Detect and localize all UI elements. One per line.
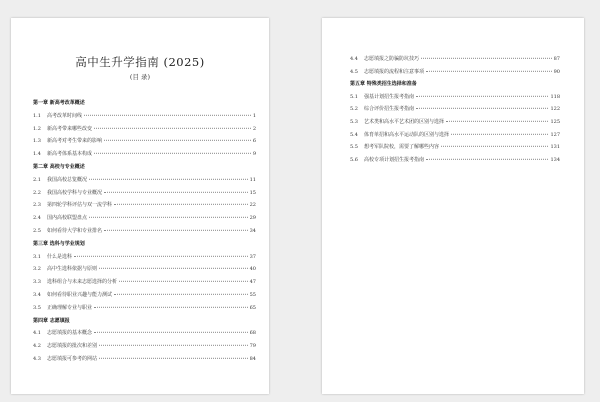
toc-page-number: 87	[553, 56, 560, 62]
toc-leader-dots	[114, 294, 248, 295]
toc-chapter-heading	[33, 164, 256, 171]
toc-leader-dots	[104, 191, 248, 192]
toc-entry	[350, 157, 560, 164]
toc-entry-number: 3.2	[33, 266, 41, 273]
toc-leader-dots	[451, 133, 548, 134]
toc-entry-number: 1.3	[33, 138, 41, 145]
toc-entry-title: 艺术类和高水平艺术团的区别与选择	[363, 119, 444, 125]
toc-page-number: 127	[550, 131, 560, 138]
toc-entry-number: 2.5	[33, 228, 41, 234]
toc-entry-number: 5.5	[350, 144, 358, 151]
toc-page-number: 79	[249, 343, 256, 350]
toc-entry	[350, 106, 560, 113]
toc-entry-title: 志愿填报之防骗防坑技巧	[363, 56, 419, 62]
toc-entry-title: 新高考对考生带来的影响	[46, 138, 102, 145]
toc-chapter-heading	[350, 81, 560, 88]
toc-entry-title: 正确理解专业与职业	[46, 304, 92, 311]
toc-page-number: 84	[249, 356, 256, 362]
document-page-left	[11, 18, 269, 394]
toc-entry-title: 如何看待大学和专业排名	[46, 228, 102, 234]
toc-chapter-title: 第一章 新高考改革概述	[33, 100, 85, 106]
toc-chapter-title: 第四章 志愿填报	[33, 317, 70, 324]
toc-page-number: 65	[249, 304, 256, 311]
toc-entry-number: 1.4	[33, 151, 41, 158]
toc-page-number: 55	[249, 292, 256, 298]
toc-entry-number: 5.3	[350, 119, 358, 125]
toc-chapter-heading	[33, 318, 256, 325]
toc-entry	[350, 56, 560, 63]
toc-entry	[33, 343, 256, 350]
toc-page-number: 47	[249, 279, 256, 286]
toc-entry-number: 3.5	[33, 304, 41, 311]
toc-entry	[33, 151, 256, 158]
toc-entry-number: 4.4	[350, 56, 358, 62]
toc-entry-number: 5.1	[350, 93, 358, 100]
toc-chapter-title: 第二章 高校与专业概述	[33, 164, 85, 170]
toc-page-number: 40	[249, 266, 256, 273]
toc-entry-number: 2.4	[33, 215, 41, 222]
toc-page-number: 37	[249, 253, 256, 260]
toc-entry-number: 2.2	[33, 189, 41, 196]
toc-entry	[33, 215, 256, 222]
toc-entry-title: 体育单招和高水平运动队的区别与选择	[363, 131, 449, 138]
toc-entry-title: 选科组合与未来志愿选择的分析	[46, 279, 117, 286]
toc-leader-dots	[104, 140, 251, 141]
toc-chapter-heading	[33, 100, 256, 107]
toc-entry	[33, 126, 256, 133]
toc-entry-number: 5.6	[350, 156, 358, 163]
toc-page-number: 22	[249, 202, 256, 209]
toc-page-number: 90	[553, 68, 560, 75]
toc-page-number: 29	[249, 215, 256, 222]
toc-page-number: 118	[550, 93, 560, 100]
toc-leader-dots	[84, 115, 251, 116]
toc-entry-title: 综合评价招生报考指南	[363, 106, 414, 113]
toc-entry-number: 3.4	[33, 292, 41, 298]
toc-leader-dots	[94, 127, 251, 128]
toc-entry-number: 2.3	[33, 202, 41, 209]
toc-entry-title: 高校专项计划招生报考指南	[363, 156, 424, 163]
toc-chapter-title: 第三章 选科与学业规划	[33, 240, 85, 247]
toc-entry-title: 志愿填报的流程和注意事项	[363, 68, 424, 75]
toc-entry-title: 高考改革时间线	[46, 112, 82, 119]
toc-entry-title: 想考军队院校，需要了解哪些内容	[363, 144, 439, 151]
toc-leader-dots	[416, 96, 548, 97]
toc-entry	[33, 228, 256, 235]
toc-entry	[33, 113, 256, 120]
toc-entry	[33, 279, 256, 286]
toc-page-number: 122	[550, 106, 560, 113]
toc-page-number: 6	[252, 138, 256, 145]
toc-entry	[33, 190, 256, 197]
toc-entry-title: 我国高校学科与专业概况	[46, 189, 102, 196]
toc-leader-dots	[104, 230, 248, 231]
toc-leader-dots	[89, 217, 248, 218]
toc-leader-dots	[94, 307, 248, 308]
toc-leader-dots	[99, 268, 248, 269]
toc-entry	[33, 292, 256, 299]
toc-entry-title: 志愿填报的批次和差别	[46, 343, 97, 350]
toc-leader-dots	[446, 121, 548, 122]
toc-leader-dots	[74, 255, 248, 256]
toc-leader-dots	[426, 70, 552, 71]
toc-entry-number: 4.3	[33, 356, 41, 362]
toc-entry	[33, 202, 256, 209]
toc-entry-number: 5.4	[350, 131, 358, 138]
toc-leader-dots	[94, 153, 251, 154]
toc-page-number: 34	[249, 228, 256, 234]
toc-entry	[33, 177, 256, 184]
toc-page-number: 125	[550, 119, 560, 125]
toc-leader-dots	[426, 159, 548, 160]
toc-entry-title: 我国高校总览概况	[46, 176, 87, 183]
toc-page-number: 9	[252, 151, 256, 158]
toc-entry-title: 新高考体系基本构成	[46, 151, 92, 158]
toc-entry-number: 1.1	[33, 112, 41, 119]
toc-entry-title: 国内高校联盟盘点	[46, 215, 87, 222]
toc-entry-title: 第四轮学科评估与双一流学科	[46, 202, 112, 209]
toc-entry-title: 志愿填报可参考的网站	[46, 356, 97, 362]
toc-entry	[350, 94, 560, 101]
toc-page-number: 134	[550, 156, 560, 163]
toc-entry	[350, 119, 560, 126]
toc-entry	[350, 69, 560, 76]
toc-entry-number: 4.5	[350, 68, 358, 75]
toc-entry	[350, 132, 560, 139]
toc-entry-title: 强基计划招生报考指南	[363, 93, 414, 100]
toc-entry-title: 新高考带来哪些改变	[46, 125, 92, 132]
toc-leader-dots	[421, 58, 552, 59]
toc-entry-title: 什么是选科	[46, 253, 72, 260]
toc-leader-dots	[99, 358, 248, 359]
toc-entry	[33, 330, 256, 337]
toc-page-number: 15	[249, 189, 256, 196]
toc-chapter-heading	[33, 241, 256, 248]
toc-page-number: 11	[249, 176, 256, 183]
toc-entry	[33, 305, 256, 312]
toc-entry-number: 3.3	[33, 279, 41, 286]
toc-page-number: 2	[252, 125, 256, 132]
toc-leader-dots	[114, 204, 248, 205]
toc-entry	[33, 356, 256, 363]
toc-entry	[33, 254, 256, 261]
toc-chapter-title: 第五章 特殊类招生选择和准备	[350, 81, 417, 88]
toc-entry-title: 志愿填报的基本概念	[46, 330, 92, 337]
toc-leader-dots	[416, 108, 548, 109]
toc-entry-number: 5.2	[350, 106, 358, 113]
toc-entry	[33, 266, 256, 273]
toc-leader-dots	[99, 345, 248, 346]
toc-entry-number: 4.1	[33, 330, 41, 337]
toc-page-number: 68	[249, 330, 256, 337]
toc-entry-number: 3.1	[33, 253, 41, 260]
toc-leader-dots	[94, 332, 248, 333]
toc-leader-dots	[89, 179, 248, 180]
toc-entry	[350, 144, 560, 151]
document-title: 高中生升学指南 (2025)	[75, 55, 205, 69]
toc-entry-title: 如何看待职业兴趣与能力测试	[46, 292, 112, 298]
toc-entry	[33, 138, 256, 145]
toc-leader-dots	[119, 281, 248, 282]
toc-entry-title: 高中生选科依据与原则	[46, 266, 97, 273]
toc-page-number: 131	[550, 144, 560, 151]
toc-entry-number: 1.2	[33, 125, 41, 132]
toc-page-number: 1	[252, 112, 256, 119]
toc-leader-dots	[441, 146, 548, 147]
document-page-right	[322, 18, 584, 394]
toc-entry-number: 4.2	[33, 343, 41, 350]
document-subtitle: (目 录)	[129, 73, 151, 81]
toc-entry-number: 2.1	[33, 176, 41, 183]
